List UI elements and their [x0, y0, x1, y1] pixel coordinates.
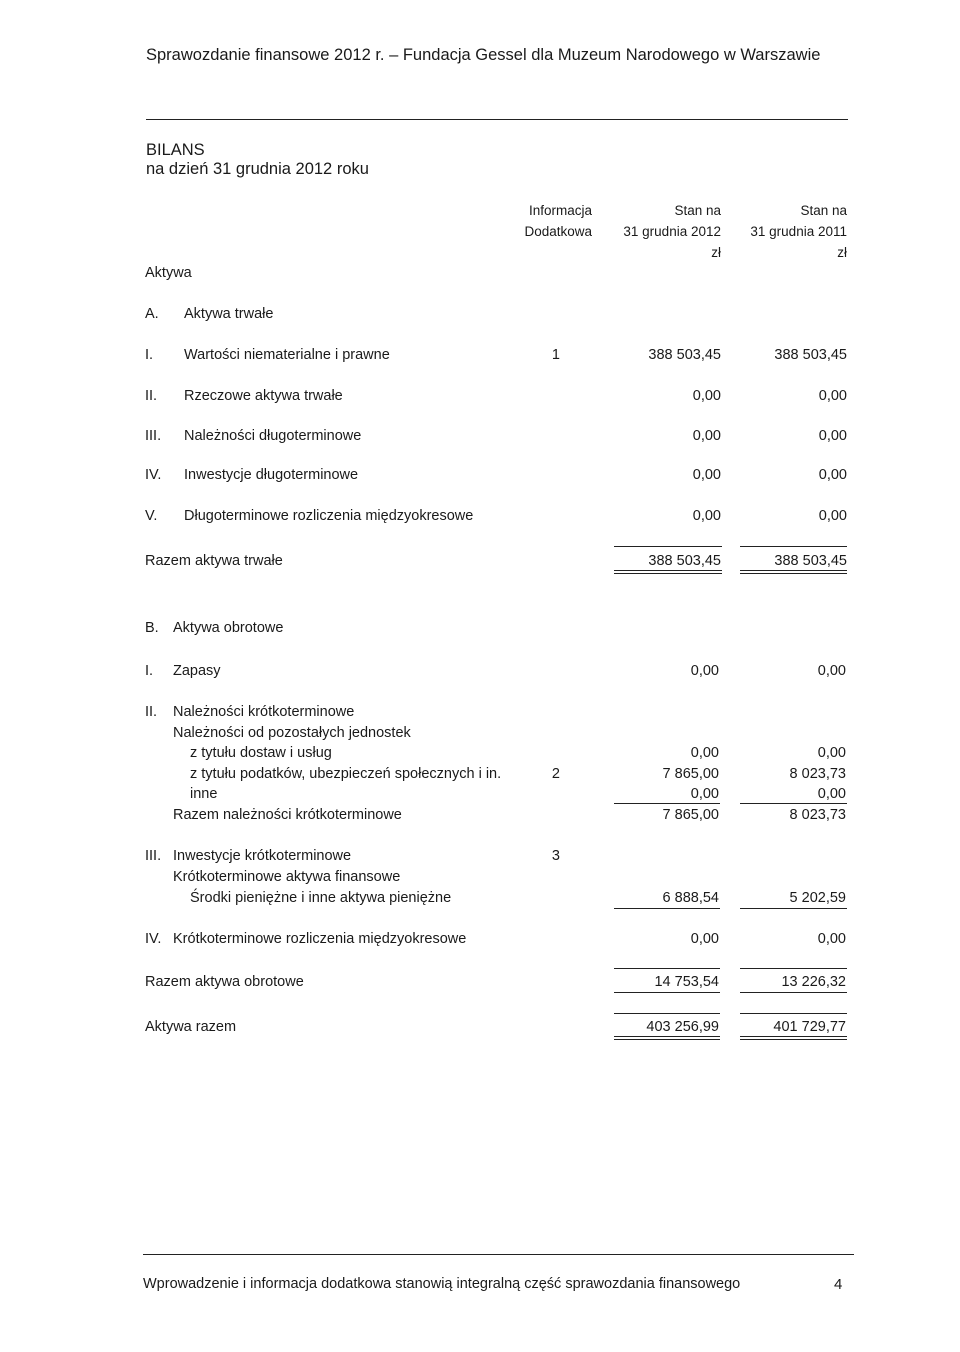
table-row — [0, 931, 960, 951]
row-num: V. — [145, 508, 158, 524]
row-value-2011: 0,00 — [817, 931, 846, 947]
subtotal-value-2011: 8 023,73 — [789, 807, 846, 823]
row-note: 1 — [551, 347, 560, 363]
row-label: Należności długoterminowe — [184, 428, 362, 444]
row-label: inne — [190, 786, 218, 802]
section-b-heading — [0, 620, 960, 640]
row-num: IV. — [145, 467, 162, 483]
subtotal-rule — [740, 803, 847, 804]
col-2011-unit: zł — [837, 245, 847, 260]
underline-rule — [740, 992, 847, 993]
table-row — [0, 890, 960, 910]
col-2011-line2: 31 grudnia 2011 — [750, 224, 847, 239]
section-num: A. — [145, 306, 159, 322]
footer-note: Wprowadzenie i informacja dodatkowa stanowią integralną część sprawozdania finansowego — [143, 1276, 741, 1292]
grand-total-value-2012: 403 256,99 — [646, 1019, 719, 1035]
row-sublabel: Należności od pozostałych jednostek — [173, 725, 411, 741]
total-rule — [740, 1013, 847, 1014]
grand-total-label: Aktywa razem — [145, 1019, 237, 1035]
col-2012-unit: zł — [711, 245, 721, 260]
total-label: Razem aktywa trwałe — [145, 553, 283, 569]
total-rule — [740, 968, 847, 969]
row-num: III. — [145, 848, 162, 864]
row-label: Rzeczowe aktywa trwałe — [184, 388, 343, 404]
col-note-line2: Dodatkowa — [524, 224, 592, 239]
row-note: 2 — [551, 766, 560, 782]
row-value-2012: 0,00 — [690, 786, 719, 802]
row-label: Długoterminowe rozliczenia międzyokresowe — [184, 508, 474, 524]
underline-rule — [740, 908, 847, 909]
row-value-2012: 388 503,45 — [648, 347, 721, 363]
row-num: I. — [145, 347, 154, 363]
double-rule — [740, 573, 847, 574]
col-2012-line1: Stan na — [674, 203, 721, 218]
row-label: Należności krótkoterminowe — [173, 704, 355, 720]
double-rule — [740, 570, 847, 571]
table-row — [0, 725, 960, 745]
col-2012-line2: 31 grudnia 2012 — [623, 224, 721, 239]
section-label: Aktywa — [145, 265, 192, 281]
total-rule — [614, 968, 720, 969]
row-value-2012: 0,00 — [692, 467, 721, 483]
grand-total-value-2011: 401 729,77 — [773, 1019, 846, 1035]
table-row — [0, 508, 960, 528]
row-value-2012: 0,00 — [690, 745, 719, 761]
row-value-2012: 0,00 — [692, 428, 721, 444]
total-label: Razem aktywa obrotowe — [145, 974, 304, 990]
underline-rule — [614, 908, 720, 909]
row-num: III. — [145, 428, 162, 444]
row-value-2011: 388 503,45 — [774, 347, 847, 363]
double-rule — [614, 573, 722, 574]
row-label: Krótkoterminowe rozliczenia międzyokresowe — [173, 931, 467, 947]
row-label: z tytułu podatków, ubezpieczeń społecznych i in. — [190, 766, 502, 782]
table-row — [0, 766, 960, 786]
table-row — [0, 388, 960, 408]
double-rule — [740, 1036, 847, 1037]
row-value-2012: 0,00 — [692, 508, 721, 524]
row-sublabel: Krótkoterminowe aktywa finansowe — [173, 869, 401, 885]
footer-rule — [143, 1254, 854, 1255]
total-rule — [740, 546, 847, 547]
double-rule — [740, 1039, 847, 1040]
row-value-2012: 0,00 — [690, 663, 719, 679]
row-value-2011: 0,00 — [818, 467, 847, 483]
row-value-2011: 0,00 — [818, 508, 847, 524]
row-value-2011: 0,00 — [818, 428, 847, 444]
row-value-2012: 6 888,54 — [662, 890, 719, 906]
section-a-heading — [0, 306, 960, 326]
table-row — [0, 745, 960, 765]
subtotal-rule — [614, 803, 720, 804]
table-row — [0, 869, 960, 889]
row-value-2012: 0,00 — [692, 388, 721, 404]
table-row — [0, 467, 960, 487]
row-label: Inwestycje długoterminowe — [184, 467, 359, 483]
row-note: 3 — [551, 848, 560, 864]
underline-rule — [614, 992, 720, 993]
total-value-2012: 14 753,54 — [654, 974, 719, 990]
total-value-2011: 388 503,45 — [774, 553, 847, 569]
row-label: Wartości niematerialne i prawne — [184, 347, 390, 363]
row-value-2011: 5 202,59 — [789, 890, 846, 906]
row-num: I. — [145, 663, 154, 679]
section-label: Aktywa obrotowe — [173, 620, 284, 636]
subtotal-row — [0, 807, 960, 827]
row-value-2012: 0,00 — [690, 931, 719, 947]
row-value-2011: 0,00 — [817, 786, 846, 802]
total-rule — [614, 1013, 720, 1014]
col-note-line1: Informacja — [528, 203, 592, 218]
total-value-2011: 13 226,32 — [781, 974, 846, 990]
section-num: B. — [145, 620, 159, 636]
section-label: Aktywa trwałe — [184, 306, 274, 322]
subtotal-label: Razem należności krótkoterminowe — [173, 807, 402, 823]
table-row — [0, 428, 960, 448]
subtotal-value-2012: 7 865,00 — [662, 807, 719, 823]
total-rule — [614, 546, 722, 547]
row-label: Inwestycje krótkoterminowe — [173, 848, 352, 864]
report-header: Sprawozdanie finansowe 2012 r. – Fundacja Gessel dla Muzeum Narodowego w Warszawie — [146, 46, 821, 64]
row-num: IV. — [145, 931, 162, 947]
row-num: II. — [145, 388, 158, 404]
doc-subtitle: na dzień 31 grudnia 2012 roku — [146, 160, 369, 178]
row-value-2011: 0,00 — [818, 388, 847, 404]
double-rule — [614, 1039, 720, 1040]
table-row — [0, 704, 960, 724]
total-row — [0, 974, 960, 994]
table-row — [0, 347, 960, 367]
page-number: 4 — [834, 1276, 843, 1293]
row-num: II. — [145, 704, 158, 720]
double-rule — [614, 1036, 720, 1037]
doc-title: BILANS — [146, 141, 205, 159]
row-label: Zapasy — [173, 663, 221, 679]
row-value-2012: 7 865,00 — [662, 766, 719, 782]
row-value-2011: 0,00 — [817, 663, 846, 679]
row-label: Środki pieniężne i inne aktywa pieniężne — [190, 890, 452, 906]
total-value-2012: 388 503,45 — [648, 553, 721, 569]
double-rule — [614, 570, 722, 571]
header-rule — [146, 119, 848, 120]
row-value-2011: 8 023,73 — [789, 766, 846, 782]
table-row — [0, 663, 960, 683]
col-2011-line1: Stan na — [800, 203, 847, 218]
row-value-2011: 0,00 — [817, 745, 846, 761]
table-row — [0, 848, 960, 868]
row-label: z tytułu dostaw i usług — [190, 745, 332, 761]
